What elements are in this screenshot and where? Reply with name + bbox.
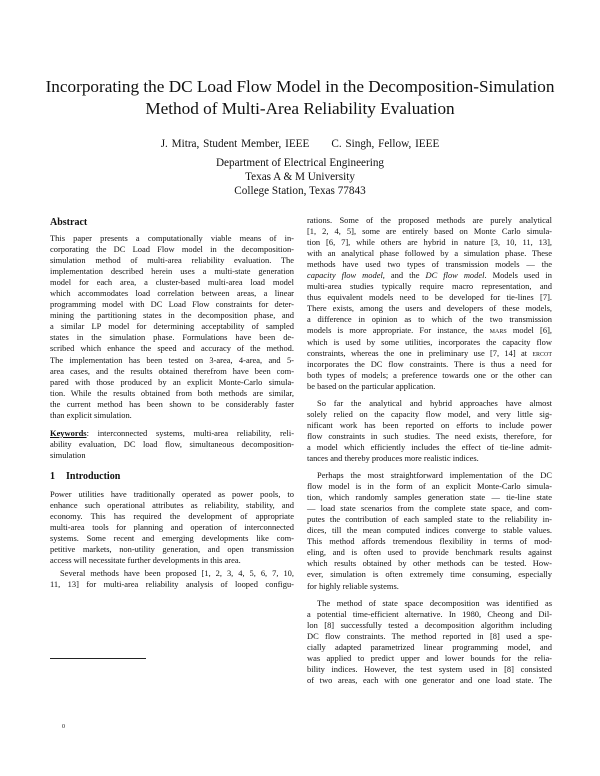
author-1: J. Mitra, Student Member, IEEE — [160, 138, 310, 150]
text-line: both types of models; a preference towards one or the other can — [307, 369, 552, 380]
text-line: lon [8] successfully tested a decomposition algorithm including — [307, 619, 552, 630]
text-line: constraints, whereas the one in preliminary use [7, 14] at ercot — [307, 347, 552, 358]
text-line: a potential time-efficient alternative. In 1980, Cheong and Dil- — [307, 608, 552, 619]
text-line: Power utilities have traditionally operated as power pools, to — [50, 488, 294, 499]
footnote-rule — [50, 658, 146, 659]
text-line: ever, simulation is often extremely time consuming, especially — [307, 569, 552, 580]
text-line: thus equivalent models need to be developed for tie-lines [7]. — [307, 292, 552, 303]
text-line: This paper presents a computationally viable means of in- — [50, 233, 294, 243]
keywords-block — [50, 428, 294, 461]
text-line: area cases, and the results obtained therefrom have been com- — [50, 365, 294, 376]
text-line: flow model is in the form of an explicit Monte-Carlo simula- — [307, 481, 552, 492]
text-line: Several methods have been proposed [1, 2, 3, 4, 5, 6, 7, 10, — [60, 568, 294, 579]
text-line: a difference in opinion as to which of the two transmission — [307, 314, 552, 325]
abstract-heading: Abstract — [50, 217, 88, 228]
text-line: tion [6, 7], while others are hybrid in nature [3, 10, 11, 13], — [307, 237, 552, 248]
left-column — [50, 216, 294, 590]
text-line: implementation described herein uses a multi-state generation — [50, 266, 294, 277]
text-line: The implementation has been tested on 3-area, 4-area, and 5- — [50, 354, 294, 365]
text-line: enhance such operational attributes as reliability, stability, and — [50, 499, 294, 510]
right-column — [307, 215, 552, 686]
title-line-2: Method of Multi-Area Reliability Evaluation — [145, 99, 455, 118]
text-line: scribed which enhance the speed and accuracy of the method. — [50, 343, 294, 354]
text-line: multi-area tools for planning and operation of interconnected — [50, 522, 294, 533]
text-line: 11, 13] for multi-area reliability analysis of looped configu- — [50, 579, 294, 590]
text-line: So far the analytical and hybrid approaches have almost — [317, 397, 552, 408]
text-line: capacity flow model, and the DC flow model. Models used in — [307, 270, 552, 281]
text-line: Perhaps the most straightforward implementation of the DC — [317, 470, 552, 481]
text-line: eling, and is often used to provide benchmark results against — [307, 547, 552, 558]
text-line: tion. While the results obtained from both methods are similar, — [50, 387, 294, 398]
keywords-text: : interconnected systems, multi-area reliability, reli- — [86, 427, 294, 438]
text-line: a similar LP model for determining acceptability of sampled — [50, 321, 294, 332]
text-line: which accommodates load correlation between areas, a linear — [50, 288, 294, 299]
text-line: — load state scenarios from the complete state space, and com- — [307, 503, 552, 514]
text-line: putes the contribution of each sampled state to the reliability in- — [307, 514, 552, 525]
affiliation-line: College Station, Texas 77843 — [234, 185, 366, 197]
text-line: model for each area, a cluster-based multi-area load model — [50, 277, 294, 288]
right-paragraph-4 — [307, 598, 552, 686]
text-line: than explicit simulation. — [50, 409, 132, 420]
section-number: 1 — [50, 470, 55, 482]
text-line: mining the partitioning states in the decomposition phase, and — [50, 310, 294, 321]
affiliation — [40, 156, 560, 198]
text-line: which is used by some utilities, incorporates the capacity flow — [307, 336, 552, 347]
keywords-label: Keywords — [50, 427, 87, 438]
text-line: for highly reliable systems. — [307, 580, 399, 591]
text-line: multi-area studies typically require macro representation, and — [307, 281, 552, 292]
text-line: access will necessitate further developments in this area. — [50, 555, 241, 566]
text-line: incorporates the DC flow constraints. There is thus a need for — [307, 358, 552, 369]
keywords-line: simulation — [50, 449, 86, 460]
abstract-body — [50, 233, 294, 421]
keywords-line: ability evaluation, DC load flow, simultaneous decomposition- — [50, 438, 294, 449]
text-line: cially adapted parametrized linear programming model, and — [307, 641, 552, 652]
text-line: of two areas, each with one generator and one load state. The — [307, 674, 552, 685]
text-line: tances and thereby produces more realistic indices. — [307, 452, 479, 463]
text-line: be based on the particular application. — [307, 380, 436, 391]
author-line — [40, 137, 560, 151]
affiliation-line: Texas A & M University — [245, 171, 355, 183]
text-line: petitive markets, non-utility generation, and open transmission — [50, 544, 294, 555]
text-line: There exists, among the users and developers of these models, — [307, 303, 552, 314]
text-line: rations. Some of the proposed methods are purely analytical — [307, 215, 552, 225]
section-heading-introduction — [50, 470, 294, 483]
text-line: models is more appropriate. For instance, the mars model [6], — [307, 325, 552, 336]
text-line: This method affords tremendous flexibility in terms of mod- — [307, 536, 552, 547]
section-title: Introduction — [66, 470, 121, 482]
text-line: was applied to predict upper and lower bounds for the relia- — [307, 652, 552, 663]
text-line: nificant work has been reported on efforts to include power — [307, 419, 552, 430]
text-line: flow constraints in such studies. The need exists, therefore, for — [307, 430, 552, 441]
text-line: methods have used two types of transmission models — the — [307, 259, 552, 270]
right-paragraph-3 — [307, 470, 552, 592]
text-line: bility indices. However, the test system used in [8] consisted — [307, 663, 552, 674]
right-paragraph-1 — [307, 215, 552, 392]
affiliation-line: Department of Electrical Engineering — [215, 157, 385, 169]
title-line-1: Incorporating the DC Load Flow Model in the Decomposition-Simulation — [45, 77, 555, 96]
text-line: a model which efficiently includes the effect of tie-line admit- — [307, 441, 552, 452]
text-line: which results obtained by other methods can be tested. How- — [307, 558, 552, 569]
text-line: with an analytical phase followed by a simulation phase. These — [307, 248, 552, 259]
intro-paragraph-2 — [50, 568, 294, 590]
text-line: economy. This has required the development of appropriate — [50, 511, 294, 522]
text-line: solely relied on the capacity flow model, and very little sig- — [307, 408, 552, 419]
text-line: the current method has been shown to be considerably faster — [50, 398, 294, 409]
text-line: tion, which randomly samples generation state — tie-line state — [307, 492, 552, 503]
text-line: corporating the DC Load Flow model in the decomposition- — [50, 244, 294, 255]
text-line: programming model with DC Load Flow constraints for deter- — [50, 299, 294, 310]
page-number: 0 — [62, 724, 65, 730]
text-line: systems. Some recent and emerging developments like com- — [50, 533, 294, 544]
right-paragraph-2 — [307, 398, 552, 464]
text-line: DC flow constraints. The method reported in [8] used a spe- — [307, 630, 552, 641]
intro-paragraph-1 — [50, 489, 294, 566]
text-line: [1, 2, 4, 5], some are entirely based on Monte Carlo simula- — [307, 226, 552, 237]
keywords-line — [50, 428, 294, 439]
text-line: dices, till the mean computed indices converge to stable values. — [307, 525, 552, 536]
text-line: states in the simulation phase. Formulations have been de- — [50, 332, 294, 343]
text-line: pared with those produced by an explicit Monte-Carlo simula- — [50, 376, 294, 387]
author-2: C. Singh, Fellow, IEEE — [331, 138, 440, 150]
text-line: The method of state space decomposition was identified as — [317, 597, 552, 608]
text-line: simulation method of multi-area reliability evaluation. The — [50, 255, 294, 266]
paper-title — [40, 76, 560, 120]
